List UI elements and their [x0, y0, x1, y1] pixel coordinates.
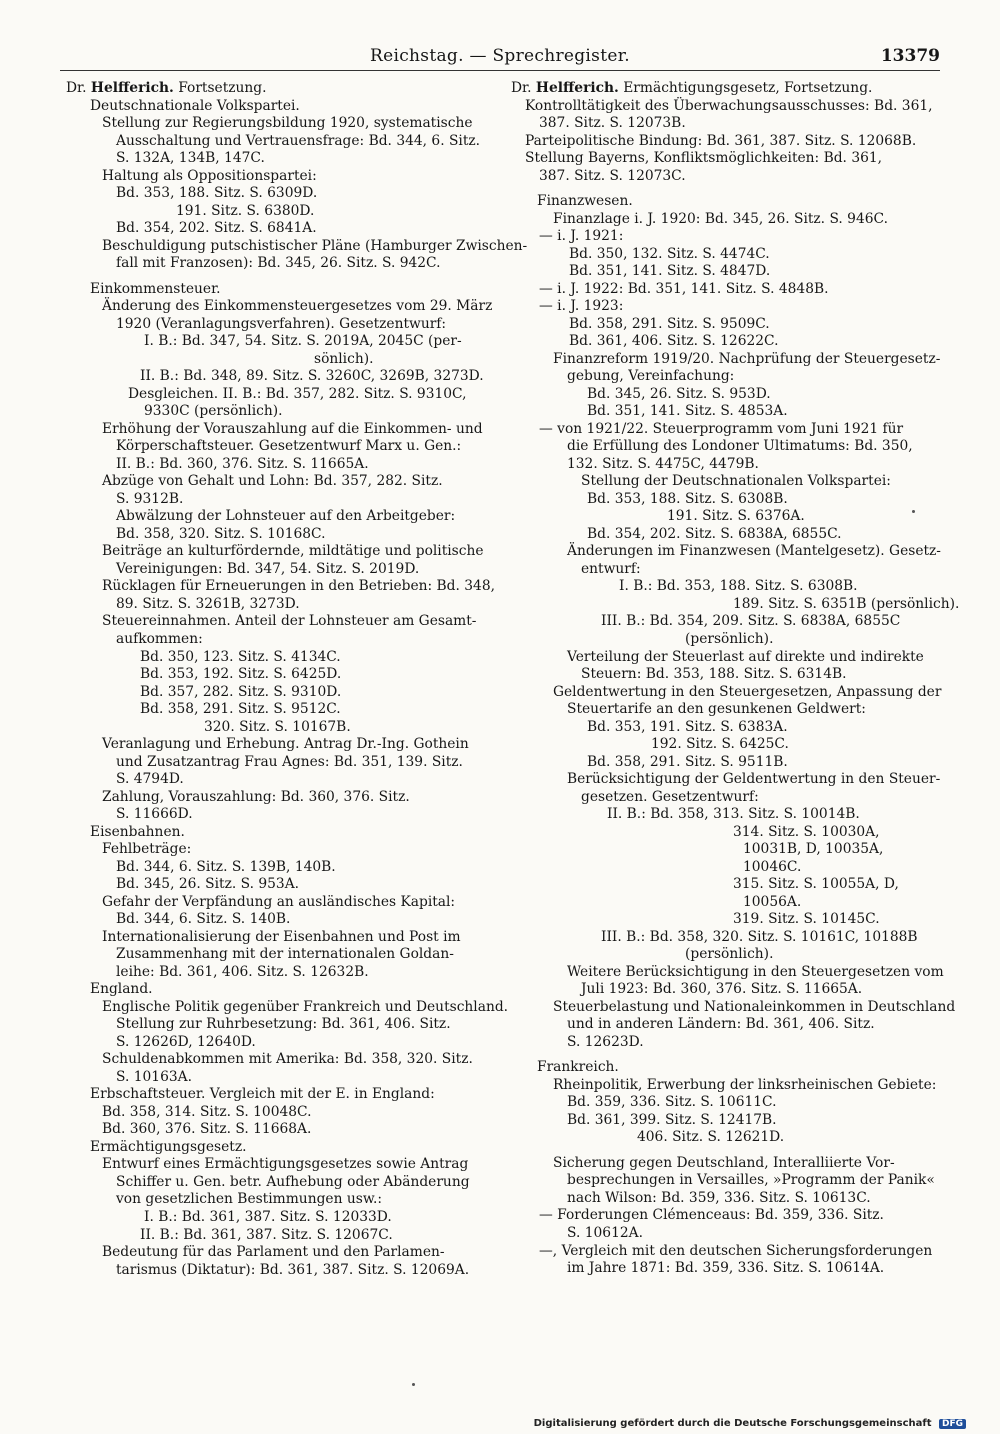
index-line: — i. J. 1921: — [539, 228, 624, 245]
index-line: 320. Sitz. S. 10167B. — [204, 718, 351, 735]
index-line: Erhöhung der Vorauszahlung auf die Einkommen- und — [102, 420, 483, 437]
index-line: im Jahre 1871: Bd. 359, 336. Sitz. S. 10614A. — [567, 1260, 885, 1277]
print-speck — [412, 1383, 415, 1386]
index-line: Körperschaftsteuer. Gesetzentwurf Marx u. Gen.: — [116, 438, 462, 455]
index-line: Steuertarife an den gesunkenen Geldwert: — [567, 701, 866, 718]
index-line: Bd. 361, 406. Sitz. S. 12622C. — [569, 333, 779, 350]
index-line: England. — [90, 981, 153, 998]
index-line: Bd. 354, 202. Sitz. S. 6841A. — [116, 220, 317, 237]
index-line: 10046C. — [743, 858, 802, 875]
index-line: Fehlbeträge: — [102, 841, 192, 858]
index-line: Geldentwertung in den Steuergesetzen, Anpassung der — [553, 683, 942, 700]
index-line: Juli 1923: Bd. 360, 376. Sitz. S. 11665A. — [581, 981, 863, 998]
left-column — [66, 80, 528, 1279]
index-line: — i. J. 1922: Bd. 351, 141. Sitz. S. 4848B. — [539, 280, 829, 297]
print-speck — [912, 510, 915, 513]
index-line: I. B.: Bd. 347, 54. Sitz. S. 2019A, 2045C (per- — [144, 333, 462, 350]
index-line: Weitere Berücksichtigung in den Steuergesetzen vom — [567, 963, 944, 980]
index-line: Bd. 353, 191. Sitz. S. 6383A. — [587, 718, 788, 735]
index-line: 319. Sitz. S. 10145C. — [733, 911, 880, 928]
index-line: Bd. 357, 282. Sitz. S. 9310D. — [140, 683, 342, 700]
index-line: Ausschaltung und Vertrauensfrage: Bd. 344, 6. Sitz. — [116, 132, 481, 149]
index-line: und Zusatzantrag Frau Agnes: Bd. 351, 139. Sitz. — [116, 753, 463, 770]
index-line: Abzüge von Gehalt und Lohn: Bd. 357, 282. Sitz. — [102, 473, 443, 490]
index-line: Bd. 359, 336. Sitz. S. 10611C. — [567, 1094, 777, 1111]
index-line: Rücklagen für Erneuerungen in den Betrieben: Bd. 348, — [102, 578, 495, 595]
index-line: S. 10612A. — [567, 1225, 643, 1241]
index-line: 192. Sitz. S. 6425C. — [651, 736, 789, 753]
index-line: Beiträge an kulturfördernde, mildtätige und politische — [102, 543, 484, 560]
index-line: Finanzlage i. J. 1920: Bd. 345, 26. Sitz. S. 946C. — [553, 210, 888, 227]
index-line: Kontrolltätigkeit des Überwachungsausschusses: Bd. 361, — [525, 97, 933, 114]
index-line: tarismus (Diktatur): Bd. 361, 387. Sitz. S. 12069A. — [116, 1261, 470, 1278]
index-line: Bedeutung für das Parlament und den Parlamen- — [102, 1244, 445, 1261]
header-title: Reichstag. — Sprechregister. — [370, 46, 630, 66]
index-line: leihe: Bd. 361, 406. Sitz. S. 12632B. — [116, 963, 369, 980]
index-line: S. 9312B. — [116, 490, 184, 507]
index-line: Stellung zur Regierungsbildung 1920, systematische — [102, 115, 473, 132]
blank-line — [511, 185, 936, 193]
index-line: Internationalisierung der Eisenbahnen und Post im — [102, 928, 461, 945]
index-line: Schiffer u. Gen. betr. Aufhebung oder Abänderung — [116, 1173, 470, 1190]
index-line: Parteipolitische Bindung: Bd. 361, 387. Sitz. S. 12068B. — [525, 132, 917, 149]
index-line: II. B.: Bd. 358, 313. Sitz. S. 10014B. — [607, 806, 860, 823]
index-line: Finanzreform 1919/20. Nachprüfung der Steuergesetz- — [553, 350, 941, 367]
footer-text: Digitalisierung gefördert durch die Deutsche Forschungsgemeinschaft — [533, 1418, 932, 1429]
index-line: Bd. 345, 26. Sitz. S. 953A. — [116, 876, 300, 893]
index-line: 189. Sitz. S. 6351B (persönlich). — [733, 595, 960, 612]
index-line: Bd. 361, 399. Sitz. S. 12417B. — [567, 1111, 777, 1128]
index-line: Beschuldigung putschistischer Pläne (Hamburger Zwischen- — [102, 237, 528, 254]
index-line: entwurf: — [581, 560, 641, 577]
index-line: Haltung als Oppositionspartei: — [102, 167, 317, 184]
index-line: Bd. 353, 188. Sitz. S. 6309D. — [116, 185, 318, 202]
blank-line — [511, 1051, 936, 1059]
index-line: 406. Sitz. S. 12621D. — [637, 1129, 785, 1146]
index-line: S. 132A, 134B, 147C. — [116, 150, 265, 167]
index-line: II. B.: Bd. 360, 376. Sitz. S. 11665A. — [116, 455, 369, 472]
blank-line — [66, 273, 491, 281]
index-line: 387. Sitz. S. 12073C. — [539, 167, 686, 184]
index-line: sönlich). — [314, 350, 374, 367]
index-line: Bd. 350, 132. Sitz. S. 4474C. — [569, 245, 770, 262]
index-line: Bd. 345, 26. Sitz. S. 953D. — [587, 385, 771, 402]
index-line: Änderung des Einkommensteuergesetzes vom 29. März — [102, 298, 493, 315]
dfg-badge: DFG — [939, 1419, 966, 1429]
index-line: Bd. 350, 123. Sitz. S. 4134C. — [140, 648, 341, 665]
index-line: Gefahr der Verpfändung an ausländisches Kapital: — [102, 893, 456, 910]
index-line: Stellung Bayerns, Konfliktsmöglichkeiten: Bd. 361, — [525, 150, 883, 167]
index-line: Bd. 358, 320. Sitz. S. 10168C. — [116, 525, 326, 542]
index-line: gebung, Vereinfachung: — [567, 368, 735, 385]
index-line: Bd. 358, 291. Sitz. S. 9511B. — [587, 753, 788, 770]
index-line: S. 11666D. — [116, 806, 193, 823]
index-line: Bd. 358, 291. Sitz. S. 9512C. — [140, 701, 341, 718]
speaker-name: Helfferich. — [535, 80, 619, 96]
index-line: 9330C (persönlich). — [144, 403, 283, 420]
index-line: aufkommen: — [116, 630, 203, 647]
index-line: Einkommensteuer. — [90, 280, 221, 297]
index-line: Schuldenabkommen mit Amerika: Bd. 358, 320. Sitz. — [102, 1051, 473, 1068]
index-line: Veranlagung und Erhebung. Antrag Dr.-Ing. Gothein — [102, 736, 469, 753]
index-line: I. B.: Bd. 353, 188. Sitz. S. 6308B. — [619, 578, 858, 595]
index-line: 132. Sitz. S. 4475C, 4479B. — [567, 455, 759, 472]
index-line: 10056A. — [743, 893, 802, 910]
index-line: II. B.: Bd. 348, 89. Sitz. S. 3260C, 3269B, 3273D. — [140, 368, 484, 385]
index-line: 191. Sitz. S. 6376A. — [667, 508, 805, 525]
index-line: — i. J. 1923: — [539, 298, 624, 315]
index-line: Bd. 344, 6. Sitz. S. 139B, 140B. — [116, 858, 336, 875]
index-line: Verteilung der Steuerlast auf direkte und indirekte — [567, 648, 924, 665]
index-line: — Forderungen Clémenceaus: Bd. 359, 336. Sitz. — [539, 1207, 884, 1224]
index-line: Stellung der Deutschnationalen Volkspartei: — [581, 473, 891, 490]
index-line: III. B.: Bd. 354, 209. Sitz. S. 6838A, 6855C — [601, 613, 901, 630]
index-line: Steuereinnahmen. Anteil der Lohnsteuer am Gesamt- — [102, 613, 477, 630]
right-column — [511, 80, 960, 1278]
blank-line — [511, 1147, 936, 1155]
index-line: —, Vergleich mit den deutschen Sicherungsforderungen — [539, 1242, 933, 1259]
index-line: Zahlung, Vorauszahlung: Bd. 360, 376. Sitz. — [102, 788, 410, 805]
index-line: 315. Sitz. S. 10055A, D, — [733, 876, 899, 893]
index-line: II. B.: Bd. 361, 387. Sitz. S. 12067C. — [140, 1226, 393, 1243]
index-line: Steuerbelastung und Nationaleinkommen in Deutschland — [553, 998, 956, 1015]
index-line: 1920 (Veranlagungsverfahren). Gesetzentwurf: — [116, 315, 447, 332]
index-line: Bd. 358, 314. Sitz. S. 10048C. — [102, 1103, 312, 1120]
index-line: 314. Sitz. S. 10030A, — [733, 823, 880, 840]
index-line: Deutschnationale Volkspartei. — [90, 97, 300, 114]
header-rule — [60, 70, 940, 71]
index-line: Entwurf eines Ermächtigungsgesetzes sowie Antrag — [102, 1156, 469, 1173]
index-line: Bd. 353, 188. Sitz. S. 6308B. — [587, 490, 788, 507]
index-line: Bd. 351, 141. Sitz. S. 4853A. — [587, 403, 788, 420]
index-line: (persönlich). — [685, 630, 774, 647]
index-line: 10031B, D, 10035A, — [743, 841, 884, 858]
index-line: Abwälzung der Lohnsteuer auf den Arbeitgeber: — [116, 508, 456, 525]
index-line: Steuern: Bd. 353, 188. Sitz. S. 6314B. — [581, 666, 847, 683]
index-line: Bd. 358, 291. Sitz. S. 9509C. — [569, 315, 770, 332]
index-line: Eisenbahnen. — [90, 823, 185, 840]
index-line: von gesetzlichen Bestimmungen usw.: — [116, 1191, 383, 1208]
index-line: Bd. 351, 141. Sitz. S. 4847D. — [569, 263, 771, 280]
index-line: 387. Sitz. S. 12073B. — [539, 115, 686, 132]
index-line: Bd. 344, 6. Sitz. S. 140B. — [116, 911, 291, 928]
index-line: gesetzen. Gesetzentwurf: — [581, 788, 759, 805]
index-line: besprechungen in Versailles, »Programm der Panik« — [567, 1172, 935, 1189]
footer-credit — [534, 1418, 966, 1429]
running-header — [60, 46, 940, 68]
index-line: Bd. 353, 192. Sitz. S. 6425D. — [140, 666, 342, 683]
index-line: Bd. 360, 376. Sitz. S. 11668A. — [102, 1121, 312, 1138]
index-line: Finanzwesen. — [537, 193, 633, 210]
index-line: Rheinpolitik, Erwerbung der linksrheinischen Gebiete: — [553, 1076, 937, 1093]
index-line: Dr. Helfferich. Fortsetzung. — [66, 80, 267, 96]
index-line: Englische Politik gegenüber Frankreich und Deutschland. — [102, 998, 509, 1015]
index-line: Berücksichtigung der Geldentwertung in den Steuer- — [567, 771, 941, 788]
index-line: S. 12623D. — [567, 1033, 644, 1050]
index-line: Sicherung gegen Deutschland, Interalliierte Vor- — [553, 1154, 895, 1171]
index-line: (persönlich). — [685, 946, 774, 963]
index-line: III. B.: Bd. 358, 320. Sitz. S. 10161C, 10188B — [601, 928, 918, 945]
index-line: Ermächtigungsgesetz. — [90, 1138, 247, 1155]
page-number: 13379 — [880, 46, 940, 66]
index-line: S. 10163A. — [116, 1068, 192, 1085]
index-line: fall mit Franzosen): Bd. 345, 26. Sitz. S. 942C. — [116, 255, 441, 272]
index-line: Frankreich. — [537, 1059, 619, 1076]
index-line: 191. Sitz. S. 6380D. — [176, 202, 315, 219]
index-line: Desgleichen. II. B.: Bd. 357, 282. Sitz. S. 9310C, — [128, 385, 467, 402]
index-line: S. 12626D, 12640D. — [116, 1033, 256, 1050]
index-line: und in anderen Ländern: Bd. 361, 406. Sitz. — [567, 1016, 875, 1033]
index-line: nach Wilson: Bd. 359, 336. Sitz. S. 10613C. — [567, 1189, 871, 1206]
speaker-name: Helfferich. — [90, 80, 174, 96]
index-line: Bd. 354, 202. Sitz. S. 6838A, 6855C. — [587, 525, 842, 542]
index-line: S. 4794D. — [116, 771, 184, 788]
index-line: 89. Sitz. S. 3261B, 3273D. — [116, 595, 300, 612]
index-line: Änderungen im Finanzwesen (Mantelgesetz). Gesetz- — [567, 543, 941, 560]
index-line: die Erfüllung des Londoner Ultimatums: Bd. 350, — [567, 438, 913, 455]
index-line: Zusammenhang mit der internationalen Goldan- — [116, 946, 454, 963]
index-line: — von 1921/22. Steuerprogramm vom Juni 1921 für — [539, 420, 904, 437]
index-line: Dr. Helfferich. Ermächtigungsgesetz, Fortsetzung. — [511, 80, 873, 96]
index-line: Stellung zur Ruhrbesetzung: Bd. 361, 406. Sitz. — [116, 1016, 451, 1033]
index-line: I. B.: Bd. 361, 387. Sitz. S. 12033D. — [144, 1209, 392, 1225]
index-line: Erbschaftsteuer. Vergleich mit der E. in England: — [90, 1086, 435, 1103]
index-line: Vereinigungen: Bd. 347, 54. Sitz. S. 2019D. — [116, 560, 420, 577]
